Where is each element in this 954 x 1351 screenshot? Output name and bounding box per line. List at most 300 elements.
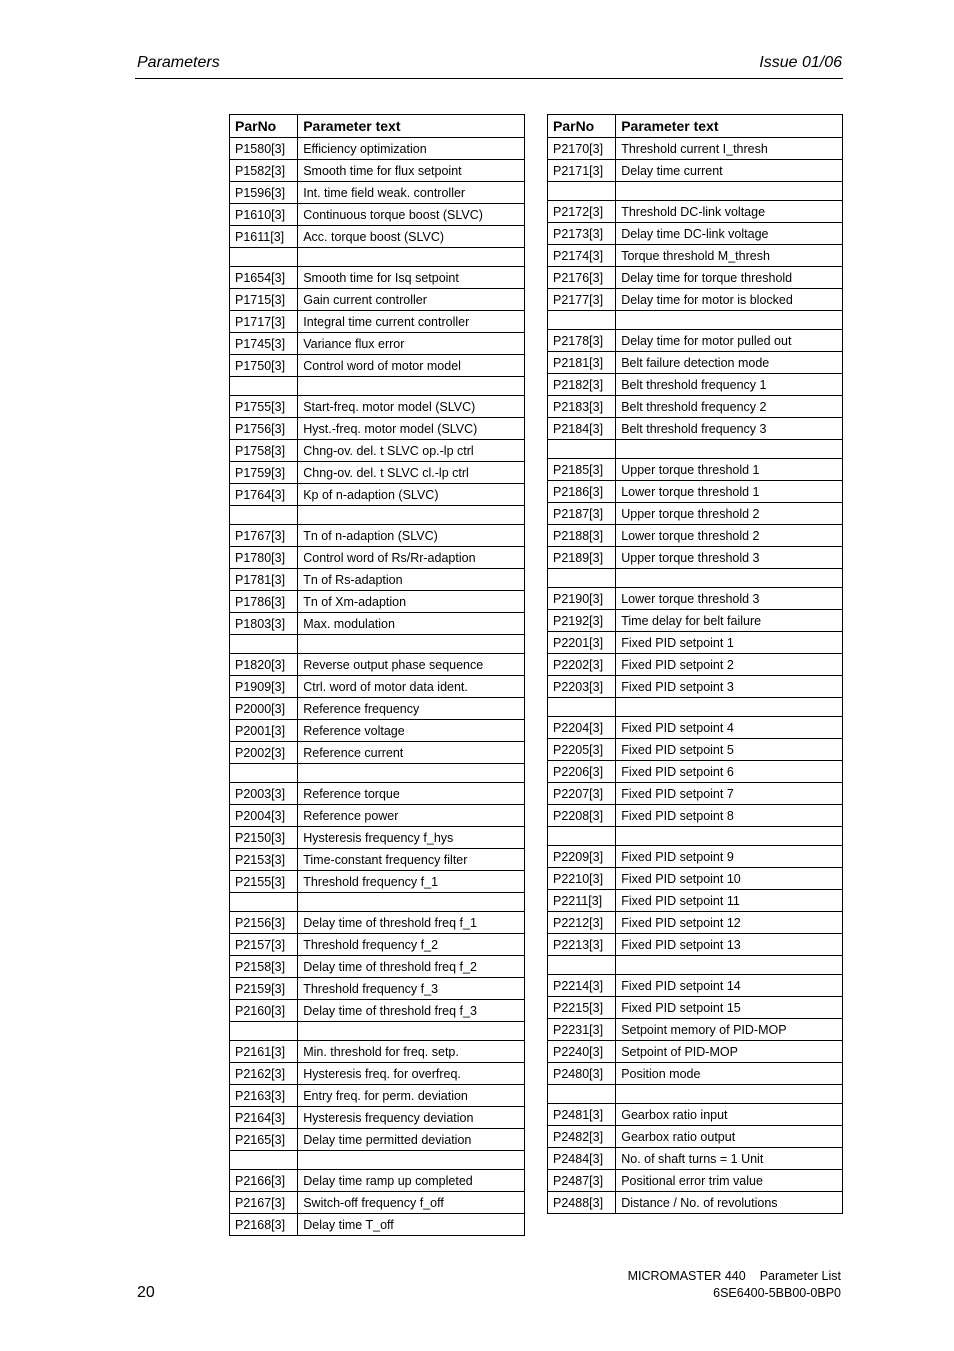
- parameter-number: P2171[3]: [548, 160, 616, 182]
- parameter-number: P2190[3]: [548, 588, 616, 610]
- table-row: [230, 1085, 525, 1107]
- column-header-text: Parameter text: [616, 115, 843, 138]
- parameter-text: Int. time field weak. controller: [298, 182, 525, 204]
- parameter-text: Reference current: [298, 742, 525, 764]
- table-row: [230, 204, 525, 226]
- parameter-text: Smooth time for Isq setpoint: [298, 267, 525, 289]
- table-row: [548, 805, 843, 827]
- table-row: [230, 956, 525, 978]
- table-row: [548, 1192, 843, 1214]
- table-row: [230, 484, 525, 506]
- table-row: [548, 1104, 843, 1126]
- table-row: [230, 569, 525, 591]
- empty-cell: [548, 440, 616, 459]
- parameter-text: Fixed PID setpoint 3: [616, 676, 843, 698]
- table-spacer-row: [548, 182, 843, 201]
- table-row: [548, 676, 843, 698]
- parameter-number: P1717[3]: [230, 311, 298, 333]
- empty-cell: [616, 698, 843, 717]
- parameter-text: Belt failure detection mode: [616, 352, 843, 374]
- table-spacer-row: [230, 635, 525, 654]
- table-row: [548, 503, 843, 525]
- parameter-text: Switch-off frequency f_off: [298, 1192, 525, 1214]
- parameter-number: P1786[3]: [230, 591, 298, 613]
- empty-cell: [298, 635, 525, 654]
- parameter-number: P2150[3]: [230, 827, 298, 849]
- parameter-number: P1755[3]: [230, 396, 298, 418]
- table-row: [230, 462, 525, 484]
- empty-cell: [298, 764, 525, 783]
- parameter-text: Fixed PID setpoint 4: [616, 717, 843, 739]
- table-row: [230, 978, 525, 1000]
- table-row: [548, 846, 843, 868]
- empty-cell: [230, 764, 298, 783]
- parameter-text: Integral time current controller: [298, 311, 525, 333]
- table-row: [230, 676, 525, 698]
- table-spacer-row: [548, 827, 843, 846]
- table-row: [230, 1170, 525, 1192]
- table-row: [230, 654, 525, 676]
- parameter-number: P2185[3]: [548, 459, 616, 481]
- parameter-text: Threshold frequency f_2: [298, 934, 525, 956]
- parameter-text: Fixed PID setpoint 7: [616, 783, 843, 805]
- parameter-text: Fixed PID setpoint 6: [616, 761, 843, 783]
- parameter-text: Delay time for torque threshold: [616, 267, 843, 289]
- empty-cell: [230, 506, 298, 525]
- parameter-number: P2484[3]: [548, 1148, 616, 1170]
- header-rule: [135, 78, 843, 79]
- table-row: [548, 717, 843, 739]
- empty-cell: [298, 377, 525, 396]
- parameter-text: Torque threshold M_thresh: [616, 245, 843, 267]
- table-row: [230, 547, 525, 569]
- table-row: [548, 223, 843, 245]
- parameter-number: P2182[3]: [548, 374, 616, 396]
- table-spacer-row: [548, 440, 843, 459]
- table-spacer-row: [548, 311, 843, 330]
- header-issue: Issue 01/06: [759, 54, 842, 71]
- table-spacer-row: [230, 764, 525, 783]
- parameter-number: P2177[3]: [548, 289, 616, 311]
- table-spacer-row: [230, 377, 525, 396]
- table-row: [548, 588, 843, 610]
- empty-cell: [616, 311, 843, 330]
- parameter-number: P2205[3]: [548, 739, 616, 761]
- table-header-row: [230, 115, 525, 138]
- empty-cell: [298, 248, 525, 267]
- table-row: [230, 355, 525, 377]
- header-section-title: Parameters: [137, 54, 220, 71]
- empty-cell: [230, 1151, 298, 1170]
- parameter-text: Tn of n-adaption (SLVC): [298, 525, 525, 547]
- table-row: [548, 267, 843, 289]
- parameter-number: P1750[3]: [230, 355, 298, 377]
- table-spacer-row: [548, 1085, 843, 1104]
- parameter-number: P2211[3]: [548, 890, 616, 912]
- parameter-text: Fixed PID setpoint 5: [616, 739, 843, 761]
- parameter-text: Tn of Rs-adaption: [298, 569, 525, 591]
- parameter-number: P2002[3]: [230, 742, 298, 764]
- table-spacer-row: [230, 248, 525, 267]
- parameter-text: Lower torque threshold 3: [616, 588, 843, 610]
- table-row: [230, 267, 525, 289]
- table-row: [230, 1041, 525, 1063]
- parameter-text: Reverse output phase sequence: [298, 654, 525, 676]
- table-row: [548, 890, 843, 912]
- parameter-number: P1764[3]: [230, 484, 298, 506]
- parameter-text: Delay time DC-link voltage: [616, 223, 843, 245]
- parameter-number: P2183[3]: [548, 396, 616, 418]
- empty-cell: [548, 182, 616, 201]
- parameter-number: P2187[3]: [548, 503, 616, 525]
- empty-cell: [548, 827, 616, 846]
- parameter-number: P2208[3]: [548, 805, 616, 827]
- table-row: [548, 912, 843, 934]
- parameter-text: Fixed PID setpoint 8: [616, 805, 843, 827]
- parameter-text: Fixed PID setpoint 14: [616, 975, 843, 997]
- parameter-number: P2168[3]: [230, 1214, 298, 1236]
- parameter-text: Fixed PID setpoint 1: [616, 632, 843, 654]
- parameter-text: Delay time current: [616, 160, 843, 182]
- table-row: [230, 226, 525, 248]
- parameter-text: Fixed PID setpoint 11: [616, 890, 843, 912]
- table-spacer-row: [230, 1022, 525, 1041]
- table-row: [230, 849, 525, 871]
- parameter-text: Fixed PID setpoint 12: [616, 912, 843, 934]
- parameter-number: P1715[3]: [230, 289, 298, 311]
- table-row: [548, 547, 843, 569]
- parameter-number: P2160[3]: [230, 1000, 298, 1022]
- empty-cell: [230, 893, 298, 912]
- empty-cell: [616, 569, 843, 588]
- parameter-number: P1756[3]: [230, 418, 298, 440]
- parameter-number: P2209[3]: [548, 846, 616, 868]
- table-row: [548, 525, 843, 547]
- table-row: [548, 289, 843, 311]
- parameter-text: Delay time permitted deviation: [298, 1129, 525, 1151]
- table-row: [230, 783, 525, 805]
- parameter-text: Fixed PID setpoint 9: [616, 846, 843, 868]
- table-row: [548, 1063, 843, 1085]
- table-spacer-row: [230, 1151, 525, 1170]
- parameter-text: Gearbox ratio input: [616, 1104, 843, 1126]
- table-row: [230, 1129, 525, 1151]
- parameter-text: Upper torque threshold 3: [616, 547, 843, 569]
- parameter-number: P2166[3]: [230, 1170, 298, 1192]
- table-row: [230, 934, 525, 956]
- parameter-number: P2178[3]: [548, 330, 616, 352]
- parameter-number: P1767[3]: [230, 525, 298, 547]
- parameter-number: P1909[3]: [230, 676, 298, 698]
- column-header-text: Parameter text: [298, 115, 525, 138]
- parameter-number: P2186[3]: [548, 481, 616, 503]
- table-row: [548, 160, 843, 182]
- table-row: [548, 1148, 843, 1170]
- table-row: [230, 182, 525, 204]
- parameter-number: P1610[3]: [230, 204, 298, 226]
- parameter-table-right: [547, 114, 843, 1214]
- parameter-number: P2172[3]: [548, 201, 616, 223]
- parameter-text: Upper torque threshold 1: [616, 459, 843, 481]
- parameter-text: Distance / No. of revolutions: [616, 1192, 843, 1214]
- parameter-number: P1654[3]: [230, 267, 298, 289]
- empty-cell: [298, 893, 525, 912]
- parameter-text: Gearbox ratio output: [616, 1126, 843, 1148]
- table-spacer-row: [548, 956, 843, 975]
- table-row: [548, 997, 843, 1019]
- table-row: [548, 610, 843, 632]
- parameter-text: Ctrl. word of motor data ident.: [298, 676, 525, 698]
- table-row: [230, 1214, 525, 1236]
- parameter-number: P2213[3]: [548, 934, 616, 956]
- table-row: [548, 1126, 843, 1148]
- table-row: [230, 160, 525, 182]
- parameter-text: Continuous torque boost (SLVC): [298, 204, 525, 226]
- table-row: [548, 783, 843, 805]
- parameter-number: P2184[3]: [548, 418, 616, 440]
- parameter-number: P2192[3]: [548, 610, 616, 632]
- parameter-number: P2164[3]: [230, 1107, 298, 1129]
- parameter-number: P1759[3]: [230, 462, 298, 484]
- parameter-number: P2170[3]: [548, 138, 616, 160]
- parameter-text: Efficiency optimization: [298, 138, 525, 160]
- footer-product-line: [628, 1269, 841, 1283]
- parameter-text: Min. threshold for freq. setp.: [298, 1041, 525, 1063]
- table-row: [548, 1041, 843, 1063]
- parameter-number: P2157[3]: [230, 934, 298, 956]
- parameter-number: P2153[3]: [230, 849, 298, 871]
- table-spacer-row: [230, 506, 525, 525]
- parameter-number: P2155[3]: [230, 871, 298, 893]
- parameter-text: Lower torque threshold 1: [616, 481, 843, 503]
- parameter-text: Setpoint of PID-MOP: [616, 1041, 843, 1063]
- empty-cell: [298, 1151, 525, 1170]
- parameter-number: P2481[3]: [548, 1104, 616, 1126]
- parameter-text: Threshold frequency f_1: [298, 871, 525, 893]
- parameter-text: Hysteresis frequency f_hys: [298, 827, 525, 849]
- table-row: [548, 459, 843, 481]
- parameter-table-left: [229, 114, 525, 1236]
- parameter-text: Hysteresis frequency deviation: [298, 1107, 525, 1129]
- empty-cell: [616, 1085, 843, 1104]
- table-row: [230, 698, 525, 720]
- parameter-text: Positional error trim value: [616, 1170, 843, 1192]
- parameter-number: P2188[3]: [548, 525, 616, 547]
- table-row: [548, 481, 843, 503]
- parameter-text: Delay time of threshold freq f_2: [298, 956, 525, 978]
- parameter-number: P2480[3]: [548, 1063, 616, 1085]
- empty-cell: [616, 956, 843, 975]
- parameter-number: P2204[3]: [548, 717, 616, 739]
- parameter-number: P1580[3]: [230, 138, 298, 160]
- footer-doc-type: Parameter List: [759, 1269, 841, 1283]
- parameter-number: P2167[3]: [230, 1192, 298, 1214]
- parameter-number: P2162[3]: [230, 1063, 298, 1085]
- table-row: [548, 418, 843, 440]
- parameter-number: P2001[3]: [230, 720, 298, 742]
- parameter-text: Time-constant frequency filter: [298, 849, 525, 871]
- table-row: [548, 374, 843, 396]
- table-row: [548, 245, 843, 267]
- parameter-number: P1596[3]: [230, 182, 298, 204]
- empty-cell: [616, 440, 843, 459]
- parameter-number: P2201[3]: [548, 632, 616, 654]
- parameter-text: Reference power: [298, 805, 525, 827]
- table-row: [230, 613, 525, 635]
- parameter-text: Belt threshold frequency 1: [616, 374, 843, 396]
- table-row: [230, 1000, 525, 1022]
- table-row: [548, 352, 843, 374]
- table-row: [230, 871, 525, 893]
- table-row: [230, 805, 525, 827]
- parameter-number: P2206[3]: [548, 761, 616, 783]
- parameter-number: P2482[3]: [548, 1126, 616, 1148]
- parameter-text: Setpoint memory of PID-MOP: [616, 1019, 843, 1041]
- table-row: [230, 440, 525, 462]
- parameter-number: P2159[3]: [230, 978, 298, 1000]
- parameter-number: P2173[3]: [548, 223, 616, 245]
- parameter-text: Belt threshold frequency 3: [616, 418, 843, 440]
- empty-cell: [548, 569, 616, 588]
- parameter-number: P1582[3]: [230, 160, 298, 182]
- parameter-number: P2004[3]: [230, 805, 298, 827]
- table-row: [230, 333, 525, 355]
- empty-cell: [616, 827, 843, 846]
- parameter-text: Kp of n-adaption (SLVC): [298, 484, 525, 506]
- parameter-text: Delay time for motor is blocked: [616, 289, 843, 311]
- table-row: [548, 1170, 843, 1192]
- parameter-text: Start-freq. motor model (SLVC): [298, 396, 525, 418]
- parameter-number: P2210[3]: [548, 868, 616, 890]
- table-row: [230, 720, 525, 742]
- parameter-text: Max. modulation: [298, 613, 525, 635]
- empty-cell: [230, 377, 298, 396]
- parameter-number: P1780[3]: [230, 547, 298, 569]
- footer-product: MICROMASTER 440: [627, 1269, 746, 1283]
- parameter-number: P1820[3]: [230, 654, 298, 676]
- parameter-number: P2165[3]: [230, 1129, 298, 1151]
- empty-cell: [548, 698, 616, 717]
- table-row: [548, 396, 843, 418]
- parameter-text: Control word of motor model: [298, 355, 525, 377]
- parameter-text: Time delay for belt failure: [616, 610, 843, 632]
- table-row: [548, 739, 843, 761]
- parameter-number: P2158[3]: [230, 956, 298, 978]
- parameter-number: P1781[3]: [230, 569, 298, 591]
- parameter-text: Tn of Xm-adaption: [298, 591, 525, 613]
- table-row: [230, 138, 525, 160]
- parameter-text: Delay time T_off: [298, 1214, 525, 1236]
- table-row: [548, 868, 843, 890]
- parameter-number: P2174[3]: [548, 245, 616, 267]
- parameter-number: P1803[3]: [230, 613, 298, 635]
- parameter-text: Fixed PID setpoint 13: [616, 934, 843, 956]
- table-row: [548, 934, 843, 956]
- table-spacer-row: [548, 698, 843, 717]
- parameter-text: Variance flux error: [298, 333, 525, 355]
- table-row: [230, 1107, 525, 1129]
- column-header-parno: ParNo: [230, 115, 298, 138]
- table-row: [548, 1019, 843, 1041]
- parameter-text: Threshold frequency f_3: [298, 978, 525, 1000]
- footer-order-number: 6SE6400-5BB00-0BP0: [713, 1286, 841, 1300]
- parameter-number: P2003[3]: [230, 783, 298, 805]
- empty-cell: [548, 311, 616, 330]
- table-row: [548, 975, 843, 997]
- parameter-number: P2181[3]: [548, 352, 616, 374]
- page-number: 20: [137, 1284, 155, 1301]
- table-row: [230, 311, 525, 333]
- parameter-text: Threshold DC-link voltage: [616, 201, 843, 223]
- parameter-number: P2231[3]: [548, 1019, 616, 1041]
- parameter-text: Chng-ov. del. t SLVC op.-lp ctrl: [298, 440, 525, 462]
- parameter-number: P2487[3]: [548, 1170, 616, 1192]
- parameter-text: Delay time of threshold freq f_3: [298, 1000, 525, 1022]
- table-row: [230, 742, 525, 764]
- parameter-text: Control word of Rs/Rr-adaption: [298, 547, 525, 569]
- parameter-text: Threshold current I_thresh: [616, 138, 843, 160]
- empty-cell: [298, 1022, 525, 1041]
- parameter-text: Fixed PID setpoint 10: [616, 868, 843, 890]
- parameter-text: Position mode: [616, 1063, 843, 1085]
- table-row: [548, 138, 843, 160]
- parameter-text: Belt threshold frequency 2: [616, 396, 843, 418]
- parameter-number: P2189[3]: [548, 547, 616, 569]
- parameter-number: P1758[3]: [230, 440, 298, 462]
- parameter-number: P2214[3]: [548, 975, 616, 997]
- parameter-text: Chng-ov. del. t SLVC cl.-lp ctrl: [298, 462, 525, 484]
- parameter-text: Upper torque threshold 2: [616, 503, 843, 525]
- parameter-number: P1745[3]: [230, 333, 298, 355]
- parameter-number: P2000[3]: [230, 698, 298, 720]
- parameter-text: Reference voltage: [298, 720, 525, 742]
- parameter-text: Fixed PID setpoint 2: [616, 654, 843, 676]
- parameter-number: P1611[3]: [230, 226, 298, 248]
- empty-cell: [616, 182, 843, 201]
- parameter-text: Lower torque threshold 2: [616, 525, 843, 547]
- parameter-number: P2212[3]: [548, 912, 616, 934]
- parameter-text: Acc. torque boost (SLVC): [298, 226, 525, 248]
- table-row: [230, 418, 525, 440]
- table-row: [548, 330, 843, 352]
- parameter-number: P2156[3]: [230, 912, 298, 934]
- parameter-text: Fixed PID setpoint 15: [616, 997, 843, 1019]
- empty-cell: [230, 1022, 298, 1041]
- table-row: [230, 1192, 525, 1214]
- parameter-text: Reference frequency: [298, 698, 525, 720]
- parameter-text: Delay time ramp up completed: [298, 1170, 525, 1192]
- parameter-text: Reference torque: [298, 783, 525, 805]
- parameter-text: Smooth time for flux setpoint: [298, 160, 525, 182]
- table-row: [230, 1063, 525, 1085]
- table-row: [230, 912, 525, 934]
- parameter-number: P2176[3]: [548, 267, 616, 289]
- parameter-text: Delay time for motor pulled out: [616, 330, 843, 352]
- empty-cell: [230, 248, 298, 267]
- parameter-text: Gain current controller: [298, 289, 525, 311]
- table-spacer-row: [548, 569, 843, 588]
- table-row: [548, 201, 843, 223]
- empty-cell: [230, 635, 298, 654]
- empty-cell: [548, 956, 616, 975]
- parameter-number: P2202[3]: [548, 654, 616, 676]
- table-header-row: [548, 115, 843, 138]
- table-row: [230, 591, 525, 613]
- empty-cell: [548, 1085, 616, 1104]
- parameter-number: P2163[3]: [230, 1085, 298, 1107]
- table-row: [548, 654, 843, 676]
- parameter-number: P2203[3]: [548, 676, 616, 698]
